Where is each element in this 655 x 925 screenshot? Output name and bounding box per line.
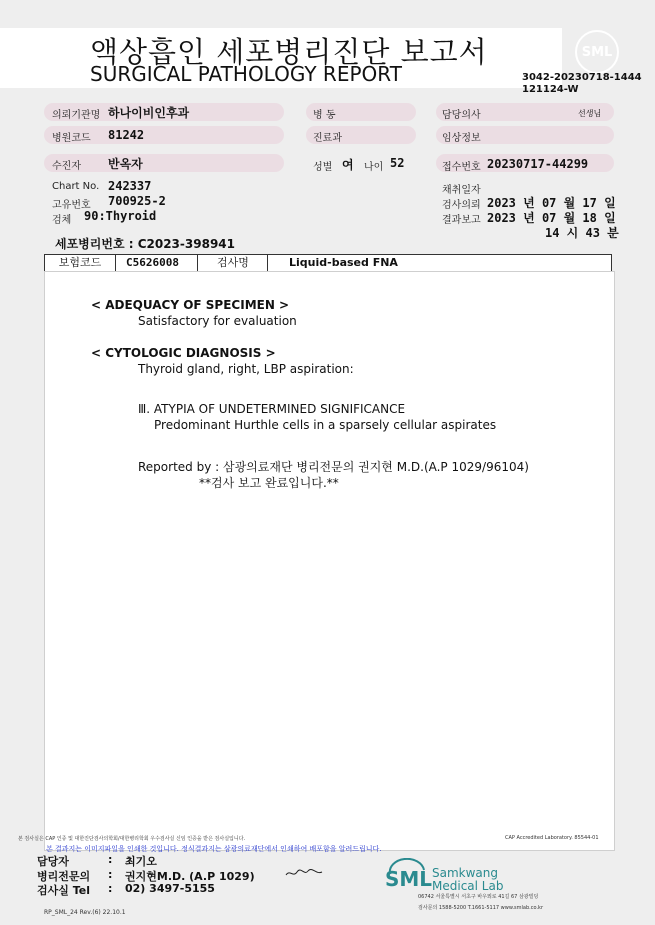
dept-label: 진료과 xyxy=(313,133,342,144)
unique-no-label: 고유번호 xyxy=(52,200,91,211)
institution-label: 의뢰기관명 xyxy=(52,110,101,121)
signature-image xyxy=(284,866,324,880)
brand-sml-text: SML xyxy=(385,867,433,891)
brand-name xyxy=(432,867,503,893)
sex-value: 여 xyxy=(342,158,354,172)
request-number xyxy=(522,72,642,96)
patient-name: 반옥자 xyxy=(108,157,143,171)
request-number-line2: 121124-W xyxy=(522,84,579,95)
diagnosis-finding: Predominant Hurthle cells in a sparsely cellular aspirates xyxy=(154,418,497,432)
patient-label: 수진자 xyxy=(52,161,81,172)
image-print-notice: 본 결과지는 이미지파일을 인쇄한 것입니다. 정식결과지는 삼광의료재단에서 인쇄하여 배포함을 알려드립니다. xyxy=(46,845,382,853)
report-body xyxy=(44,271,615,851)
form-code: RP_SML_24 Rev.(6) 22.10.1 xyxy=(44,909,126,916)
clinical-info-label: 임상정보 xyxy=(442,133,481,144)
request-date: 2023 년 07 월 17 일 xyxy=(487,196,616,210)
certification-notice: 본 검사실은 CAP 인증 및 대한진단검사의학회/대한병리학회 우수검사실 신임 인증을 받은 검사실입니다. xyxy=(18,836,246,842)
reported-by: Reported by : 삼광의료재단 병리전문의 권지현 M.D.(A.P 1029/96104) xyxy=(138,460,529,474)
chart-number: 242337 xyxy=(108,179,152,193)
report-title-english: SURGICAL PATHOLOGY REPORT xyxy=(90,62,402,86)
age-label: 나이 xyxy=(364,162,384,173)
contact-info: 검사문의 1588-5200 T.1661-5117 www.smlab.co.kr xyxy=(418,905,543,911)
adequacy-header: < ADEQUACY OF SPECIMEN > xyxy=(91,298,290,312)
tel-colon: : xyxy=(108,882,113,895)
cap-accreditation: CAP Accredited Laboratory. 85544-01 xyxy=(505,835,599,841)
insurance-code-label: 보험코드 xyxy=(45,255,116,271)
chart-label: Chart No. xyxy=(52,181,100,192)
institution-value: 하나이비인후과 xyxy=(108,106,190,120)
specimen-value: 90:Thyroid xyxy=(84,209,157,223)
sml-logo: SML xyxy=(575,30,619,74)
staff-name: 최기오 xyxy=(125,855,157,868)
lab-tel-label: 검사실 Tel xyxy=(37,884,90,897)
report-time: 14 시 43 분 xyxy=(545,226,619,240)
test-name-label: 검사명 xyxy=(199,255,268,271)
diagnosis-site: Thyroid gland, right, LBP aspiration: xyxy=(138,362,354,376)
address: 06742 서울특별시 서초구 바우뫼로 41길 67 삼광빌딩 xyxy=(418,894,539,900)
staff-colon: : xyxy=(108,853,113,866)
test-name: Liquid-based FNA xyxy=(289,256,398,269)
age-value: 52 xyxy=(390,156,405,170)
hospital-code-label: 병원코드 xyxy=(52,133,91,144)
receipt-number: 20230717-44299 xyxy=(487,157,589,171)
hospital-code-value: 81242 xyxy=(108,128,145,142)
diagnosis-header: < CYTOLOGIC DIAGNOSIS > xyxy=(91,346,276,360)
brand-name-line2: Medical Lab xyxy=(432,879,504,893)
pathologist-name: 권지현M.D. (A.P 1029) xyxy=(125,870,255,883)
cytology-number: 세포병리번호 : C2023-398941 xyxy=(55,237,235,251)
test-table-header xyxy=(44,254,612,272)
diagnosis-category: Ⅲ. ATYPIA OF UNDETERMINED SIGNIFICANCE xyxy=(138,402,406,416)
request-number-line1: 3042-20230718-1444 xyxy=(522,72,642,83)
doctor-label: 담당의사 xyxy=(442,110,481,121)
ward-label: 병 동 xyxy=(313,110,336,121)
sex-label: 성별 xyxy=(313,162,333,173)
report-completed: **검사 보고 완료입니다.** xyxy=(199,476,339,490)
pathologist-label: 병리전문의 xyxy=(37,870,91,883)
report-title-korean: 액상흡인 세포병리진단 보고서 xyxy=(90,35,488,69)
unique-number: 700925-2 xyxy=(108,194,166,208)
collect-date-label: 채취일자 xyxy=(442,185,481,196)
brand-name-line1: Samkwang xyxy=(432,866,498,880)
doctor-suffix: 선생님 xyxy=(578,109,602,118)
receipt-label: 접수번호 xyxy=(442,162,481,173)
request-date-label: 검사의뢰 xyxy=(442,200,481,211)
insurance-code: C5626008 xyxy=(116,255,198,271)
pathologist-colon: : xyxy=(108,868,113,881)
report-date-label: 결과보고 xyxy=(442,215,481,226)
staff-label: 담당자 xyxy=(37,855,69,868)
specimen-label: 검체 xyxy=(52,215,72,226)
lab-tel: 02) 3497-5155 xyxy=(125,882,215,895)
adequacy-result: Satisfactory for evaluation xyxy=(138,314,297,328)
report-date: 2023 년 07 월 18 일 xyxy=(487,211,616,225)
